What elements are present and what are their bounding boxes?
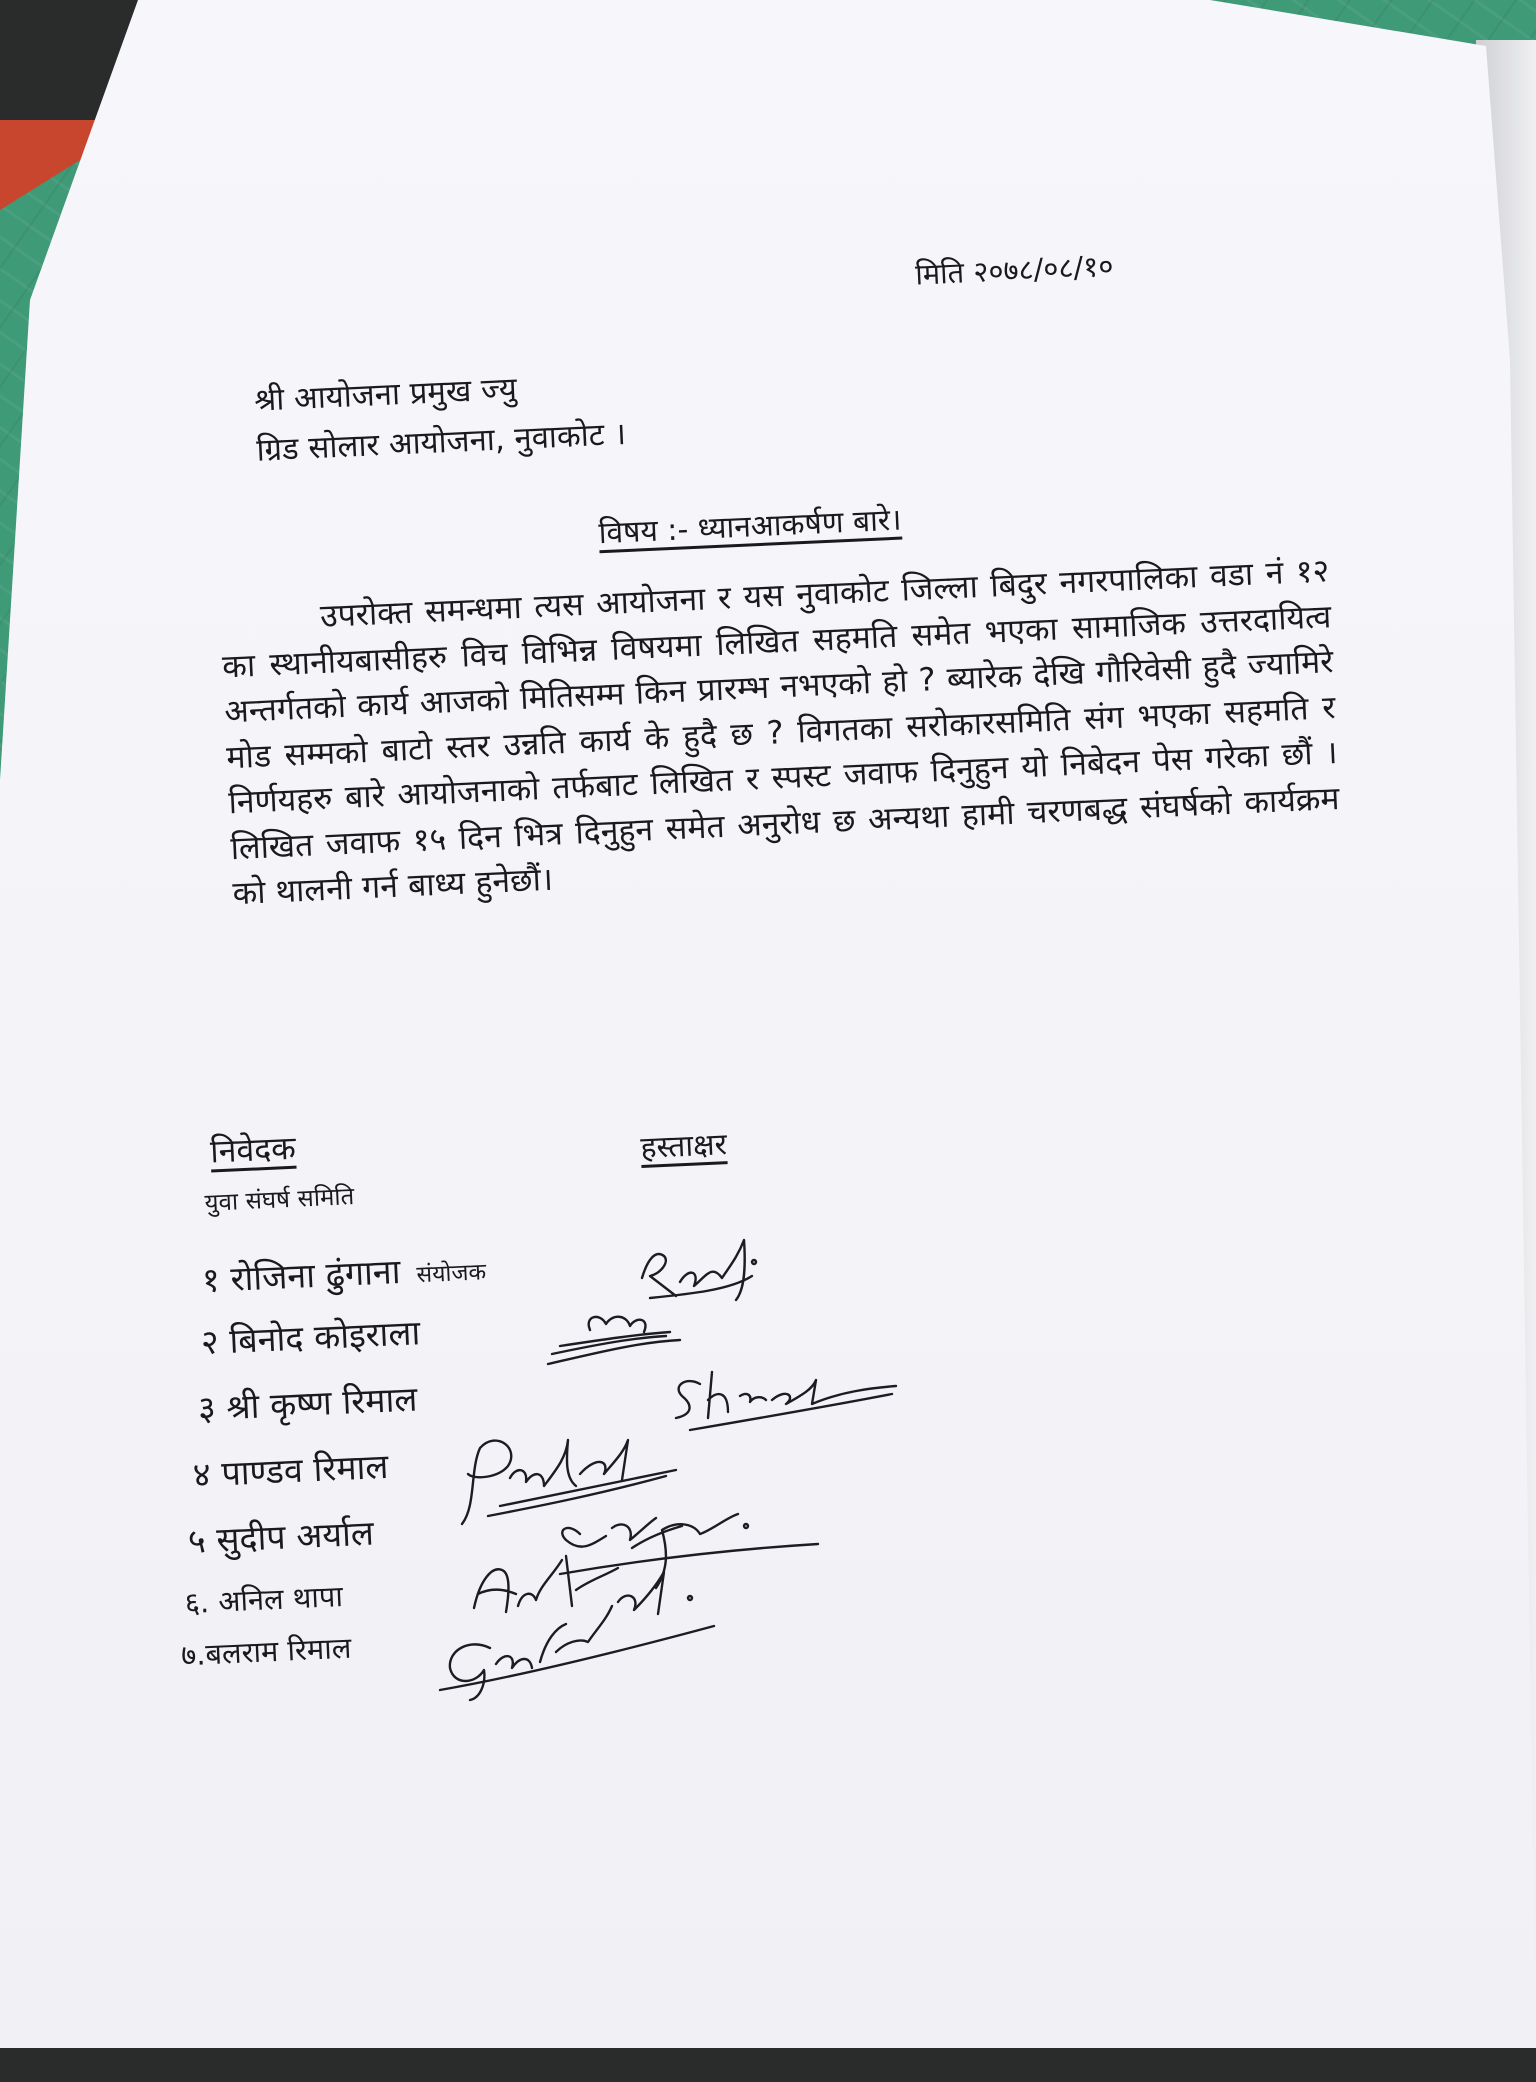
recipient-line-2: ग्रिड सोलार आयोजना, नुवाकोट । bbox=[255, 415, 627, 469]
letter-body: उपरोक्त समन्धमा त्यस आयोजना र यस नुवाकोट जिल्ला बिदुर नगरपालिका वडा नं १२ का स्थानीयबासीहरु विच विभिन्न विषयमा लिखित सहमति समेत भएका सामाजिक उत्तरदायित्व अन्तर्गतको कार्य आजको मितिसम्म किन प्रारम्भ नभएको हो ? ब्यारेक देखि गौरिवेसी हुदै ज्यामिरे मोड सम्मको बाटो स्तर उन्नति कार्य के हुदै छ ? विगतका सरोकारसमिति संग भएका सहमति र निर्णयहरु बारे आयोजनाको तर्फबाट लिखित र स्पस्ट जवाफ दिनुहुन यो निबेदन पेस गरेका छौं । लिखित जवाफ १५ दिन भित्र दिनुहुन समेत अनुरोध छ अन्यथा हामी चरणबद्ध संघर्षको कार्यक्रम को थालनी गर्न बाध्य हुनेछौं। bbox=[221, 551, 1341, 913]
signer-row bbox=[187, 1509, 375, 1563]
signer-role: संयोजक bbox=[416, 1259, 487, 1289]
signer-row bbox=[184, 1576, 344, 1622]
signer-row bbox=[201, 1243, 487, 1302]
signer-name: ४ पाण्डव रिमाल bbox=[192, 1446, 390, 1496]
signer-name: ७.बलराम रिमाल bbox=[180, 1630, 353, 1673]
signer-row bbox=[180, 1628, 352, 1675]
signer-name: २ बिनोद कोइराला bbox=[200, 1313, 422, 1364]
recipient-line-1: श्री आयोजना प्रमुख ज्यु bbox=[253, 370, 518, 419]
signer-row bbox=[197, 1374, 418, 1430]
signer-row bbox=[192, 1442, 389, 1497]
signer-name: १ रोजिना ढुंगाना bbox=[201, 1252, 402, 1302]
sender-label: निवेदक bbox=[209, 1128, 297, 1171]
committee-name: युवा संघर्ष समिति bbox=[203, 1182, 355, 1217]
signer-row bbox=[200, 1308, 421, 1364]
signer-name: ६. अनिल थापा bbox=[183, 1579, 344, 1621]
signature-label: हस्ताक्षर bbox=[639, 1127, 728, 1167]
signer-name: ५ सुदीप अर्याल bbox=[187, 1513, 375, 1562]
letter-date: मिति २०७८/०८/१० bbox=[914, 248, 1115, 292]
letter-subject: विषय :- ध्यानआकर्षण बारे। bbox=[597, 502, 903, 552]
signer-name: ३ श्री कृष्ण रिमाल bbox=[197, 1379, 419, 1430]
